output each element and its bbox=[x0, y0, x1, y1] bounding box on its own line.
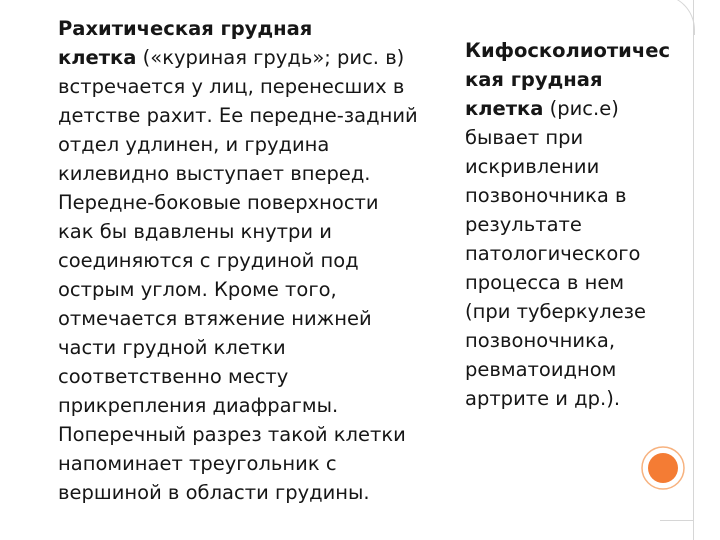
text-line bbox=[58, 304, 410, 333]
line-text: вершиной в области грудины. bbox=[58, 481, 370, 504]
text-line bbox=[465, 268, 677, 297]
text-line bbox=[465, 181, 677, 210]
line-text: напоминает треугольник с bbox=[58, 452, 337, 475]
line-text: процесса в нем bbox=[465, 271, 625, 294]
line-text: острым углом. Кроме того, bbox=[58, 278, 337, 301]
text-line bbox=[465, 297, 677, 326]
text-line bbox=[465, 65, 677, 94]
text-line bbox=[58, 130, 410, 159]
frame-corner bbox=[654, 0, 695, 35]
line-text: патологического bbox=[465, 242, 641, 265]
ornament-dot bbox=[648, 453, 678, 483]
text-line bbox=[465, 36, 677, 65]
text-line bbox=[58, 420, 410, 449]
text-line bbox=[58, 72, 410, 101]
text-line bbox=[465, 355, 677, 384]
line-text: (при туберкулезе bbox=[465, 300, 647, 323]
bold-term: кая грудная bbox=[465, 68, 603, 91]
bold-term: Рахитическая грудная bbox=[58, 17, 313, 40]
line-text: результате bbox=[465, 213, 582, 236]
line-text: бывает при bbox=[465, 126, 584, 149]
line-text: артрите и др.). bbox=[465, 387, 621, 410]
text-line bbox=[58, 449, 410, 478]
text-line bbox=[58, 246, 410, 275]
text-line bbox=[58, 275, 410, 304]
line-text: Передне-боковые поверхности bbox=[58, 191, 379, 214]
frame-line-bottom bbox=[660, 520, 694, 521]
line-text: соединяются с грудиной под bbox=[58, 249, 359, 272]
text-line bbox=[465, 210, 677, 239]
text-line bbox=[58, 217, 410, 246]
line-text: прикрепления диафрагмы. bbox=[58, 394, 339, 417]
line-text: позвоночника в bbox=[465, 184, 627, 207]
line-text: («куриная грудь»; рис. в) bbox=[136, 46, 405, 69]
text-line bbox=[465, 326, 677, 355]
text-line bbox=[58, 14, 410, 43]
text-line bbox=[58, 188, 410, 217]
line-text: отдел удлинен, и грудина bbox=[58, 133, 330, 156]
right-text-column bbox=[465, 36, 677, 413]
line-text: детстве рахит. Ее передне-задний bbox=[58, 104, 418, 127]
line-text: искривлении bbox=[465, 155, 600, 178]
line-text: как бы вдавлены кнутри и bbox=[58, 220, 332, 243]
bold-term: клетка bbox=[58, 46, 137, 69]
bold-term: Кифосколиотичес bbox=[465, 39, 671, 62]
bold-term: клетка bbox=[465, 97, 544, 120]
text-line bbox=[465, 152, 677, 181]
text-line bbox=[58, 159, 410, 188]
line-text: ревматоидном bbox=[465, 358, 617, 381]
frame-line-right bbox=[693, 0, 694, 540]
text-line bbox=[58, 43, 410, 72]
line-text: позвоночника, bbox=[465, 329, 616, 352]
orange-circle-ornament-icon bbox=[641, 446, 685, 490]
text-line bbox=[465, 123, 677, 152]
text-line bbox=[58, 101, 418, 130]
text-line bbox=[465, 239, 677, 268]
line-text: части грудной клетки bbox=[58, 336, 286, 359]
text-line bbox=[58, 478, 410, 507]
line-text: соответственно месту bbox=[58, 365, 289, 388]
line-text: Поперечный разрез такой клетки bbox=[58, 423, 406, 446]
line-text: встречается у лиц, перенесших в bbox=[58, 75, 405, 98]
text-line bbox=[58, 333, 410, 362]
line-text: (рис.е) bbox=[543, 97, 619, 120]
text-line bbox=[465, 384, 677, 413]
line-text: килевидно выступает вперед. bbox=[58, 162, 371, 185]
line-text: отмечается втяжение нижней bbox=[58, 307, 372, 330]
text-line bbox=[58, 391, 410, 420]
text-line bbox=[58, 362, 410, 391]
text-line bbox=[465, 94, 677, 123]
left-text-column bbox=[58, 14, 418, 507]
